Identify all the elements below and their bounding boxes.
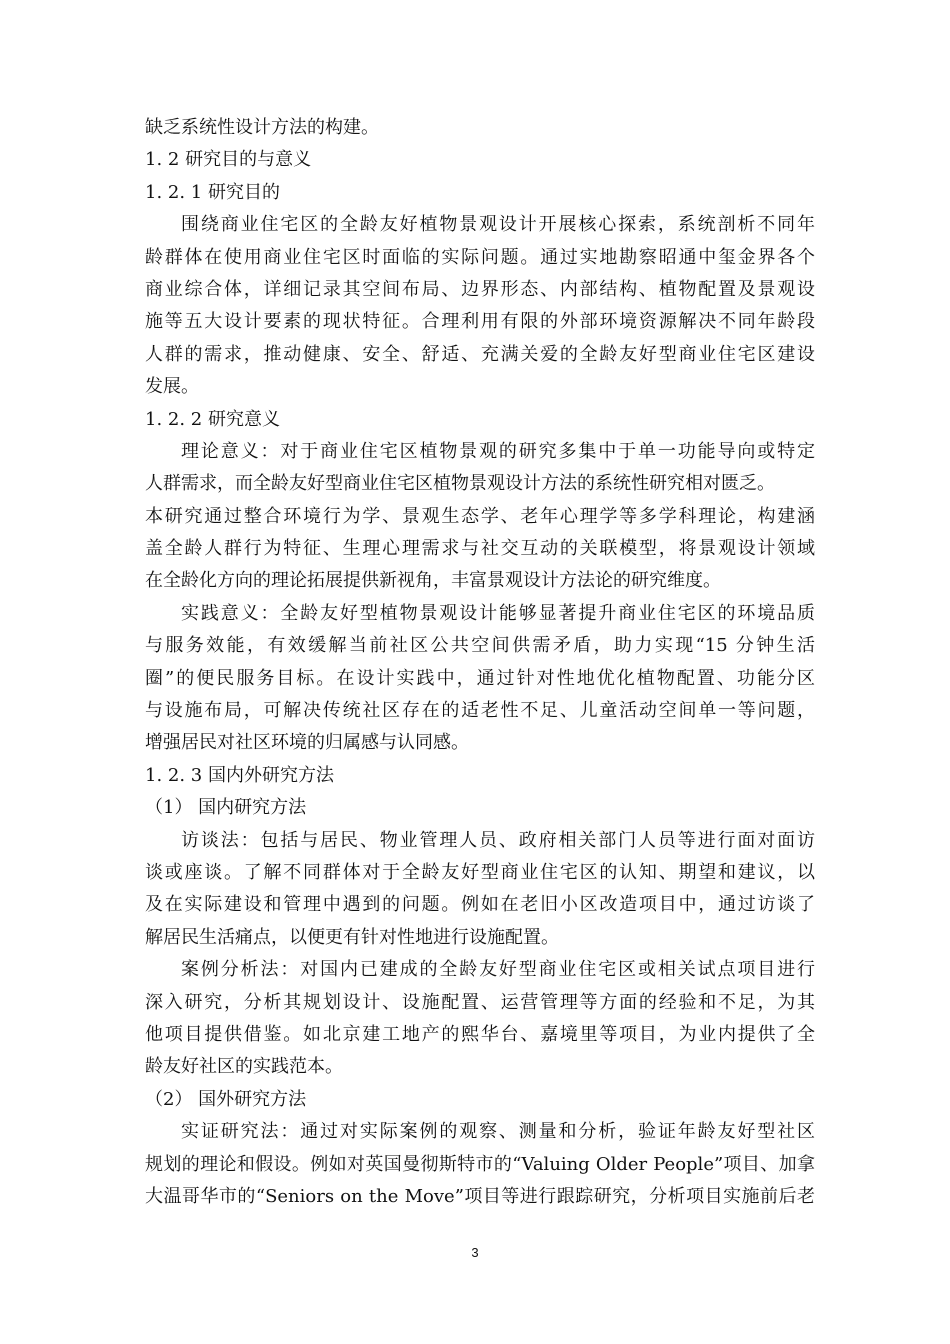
paragraph-line: 发展。 — [145, 376, 199, 398]
paragraph-line: 访谈法：包括与居民、物业管理人员、政府相关部门人员等进行面对面访 — [181, 829, 815, 851]
paragraph-line: 盖全龄人群行为特征、生理心理需求与社交互动的关联模型，将景观设计领域 — [145, 538, 815, 560]
paragraph-line: 他项目提供借鉴。如北京建工地产的熙华台、嘉境里等项目，为业内提供了全 — [145, 1023, 815, 1045]
paragraph-line: 实践意义：全龄友好型植物景观设计能够显著提升商业住宅区的环境品质 — [181, 602, 815, 624]
section-heading-1-2-1: 1. 2. 1 研究目的 — [145, 181, 280, 203]
paragraph-line: 理论意义：对于商业住宅区植物景观的研究多集中于单一功能导向或特定 — [181, 440, 815, 462]
paragraph-line: 及在实际建设和管理中遇到的问题。例如在老旧小区改造项目中，通过访谈了 — [145, 894, 815, 916]
paragraph-line: 商业综合体，详细记录其空间布局、边界形态、内部结构、植物配置及景观设 — [145, 278, 815, 300]
paragraph-line: 本研究通过整合环境行为学、景观生态学、老年心理学等多学科理论，构建涵 — [145, 505, 815, 527]
paragraph-line: 人群需求，而全龄友好型商业住宅区植物景观设计方法的系统性研究相对匮乏。 — [145, 473, 775, 495]
section-heading-1-2-3: 1. 2. 3 国内外研究方法 — [145, 764, 334, 786]
paragraph-line: 圈”的便民服务目标。在设计实践中，通过针对性地优化植物配置、功能分区 — [145, 667, 815, 689]
paragraph-line: 缺乏系统性设计方法的构建。 — [145, 117, 379, 138]
paragraph-line: 在全龄化方向的理论拓展提供新视角，丰富景观设计方法论的研究维度。 — [145, 570, 721, 592]
paragraph-line: 大温哥华市的“Seniors on the Move”项目等进行跟踪研究，分析项目实施前后老 — [145, 1185, 815, 1207]
section-heading-1-2: 1. 2 研究目的与意义 — [145, 149, 312, 171]
paragraph-line: 增强居民对社区环境的归属感与认同感。 — [145, 732, 469, 754]
subsection-heading-foreign: （2） 国外研究方法 — [145, 1088, 307, 1110]
paragraph-line: 龄群体在使用商业住宅区时面临的实际问题。通过实地勘察昭通中玺金界各个 — [145, 246, 815, 268]
subsection-heading-domestic: （1） 国内研究方法 — [145, 797, 307, 819]
section-heading-1-2-2: 1. 2. 2 研究意义 — [145, 408, 280, 430]
page-number: 3 — [471, 1245, 479, 1260]
paragraph-line: 龄友好社区的实践范本。 — [145, 1056, 343, 1078]
page-body — [145, 112, 815, 1213]
paragraph-line: 与设施布局，可解决传统社区存在的适老性不足、儿童活动空间单一等问题， — [145, 700, 815, 722]
paragraph-line: 谈或座谈。了解不同群体对于全龄友好型商业住宅区的认知、期望和建议，以 — [145, 861, 815, 883]
paragraph-line: 施等五大设计要素的现状特征。合理利用有限的外部环境资源解决不同年龄段 — [145, 311, 815, 333]
paragraph-line: 实证研究法：通过对实际案例的观察、测量和分析，验证年龄友好型社区 — [181, 1121, 815, 1143]
paragraph-line: 深入研究，分析其规划设计、设施配置、运营管理等方面的经验和不足，为其 — [145, 991, 815, 1013]
paragraph-line: 案例分析法：对国内已建成的全龄友好型商业住宅区或相关试点项目进行 — [181, 959, 815, 981]
paragraph-line: 规划的理论和假设。例如对英国曼彻斯特市的“Valuing Older People”项目、加拿 — [145, 1153, 815, 1175]
paragraph-line: 与服务效能，有效缓解当前社区公共空间供需矛盾，助力实现“15 分钟生活 — [145, 635, 815, 657]
paragraph-line: 人群的需求，推动健康、安全、舒适、充满关爱的全龄友好型商业住宅区建设 — [145, 343, 815, 365]
paragraph-line: 围绕商业住宅区的全龄友好植物景观设计开展核心探索，系统剖析不同年 — [181, 214, 815, 236]
paragraph-line: 解居民生活痛点，以便更有针对性地进行设施配置。 — [145, 926, 559, 948]
